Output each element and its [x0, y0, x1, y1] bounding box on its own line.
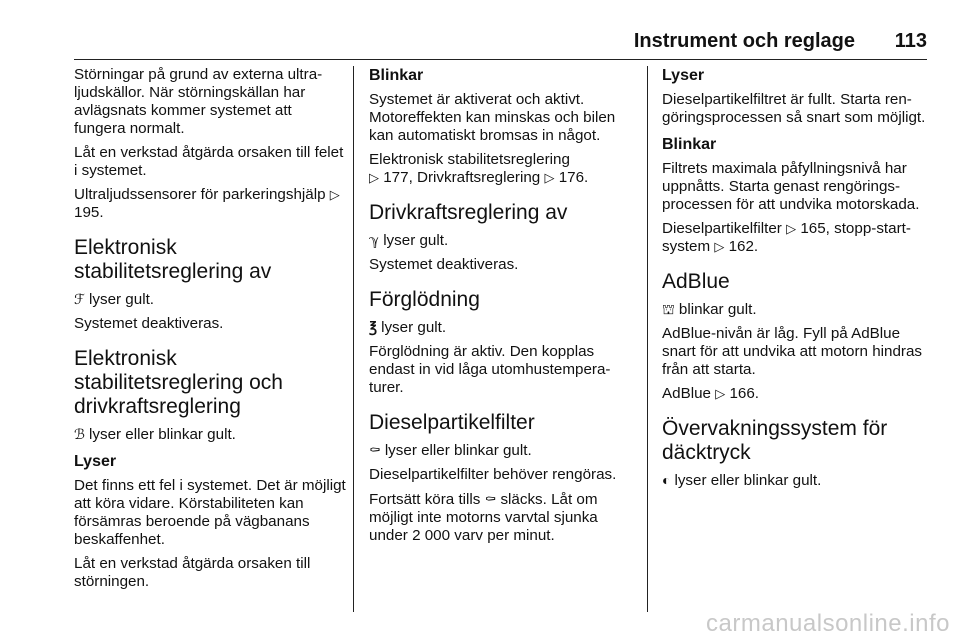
text: lyser eller blinkar gult.	[89, 426, 236, 443]
heading-esc-tc: Elektronisk stabilitetsreglering och drivkraftsreglering	[74, 347, 283, 418]
subheading-lyser: Lyser	[74, 453, 117, 470]
heading-esc-off: Elektronisk stabilitetsreglering av	[74, 236, 272, 283]
paragraph: Störningar på grund av externa ultraljudskällor. När störningskällan har avlägsnats kommer systemet att fungera normalt.	[74, 66, 323, 137]
paragraph: Systemet deaktiveras.	[369, 256, 519, 273]
subheading-blinkar: Blinkar	[662, 136, 717, 153]
page-ref[interactable]: 165, stopp-start-system	[662, 220, 911, 255]
text: lyser gult.	[89, 291, 155, 308]
heading-dpf: Dieselpartikelfilter	[369, 411, 535, 434]
page-ref-icon: ▷	[786, 221, 797, 236]
paragraph	[369, 441, 639, 460]
text: Fortsätt köra tills	[369, 491, 481, 508]
page-ref-icon: ▷	[715, 386, 726, 401]
paragraph	[662, 300, 930, 319]
page-ref[interactable]: 195.	[74, 204, 104, 221]
header-rule	[74, 59, 927, 60]
column-2	[369, 66, 639, 551]
dpf-icon: ⚰	[369, 442, 381, 458]
paragraph	[662, 220, 930, 256]
text: Ultraljudssensorer för parkeringshjälp	[74, 186, 326, 203]
heading-tc-off: Drivkraftsreglering av	[369, 201, 568, 224]
paragraph	[369, 151, 639, 187]
paragraph: Systemet är aktiverat och aktivt. Motoreffekten kan minskas och bilen kan automatiskt bromsas in något.	[369, 91, 616, 144]
text: lyser gult.	[381, 319, 447, 336]
heading-adblue: AdBlue	[662, 270, 730, 293]
adblue-icon: ⛫	[662, 301, 675, 317]
paragraph: Dieselpartikelfilter behöver rengöras.	[369, 466, 617, 483]
text: lyser eller blinkar gult.	[674, 472, 822, 489]
page-ref[interactable]: 176.	[558, 169, 589, 186]
page-ref[interactable]: 177, Drivkraftsreglering	[383, 169, 541, 186]
paragraph: Det finns ett fel i systemet. Det är möjligt att köra vidare. Körstabiliteten kan försämras beroende på vägbanans beskaffenhet.	[74, 477, 346, 548]
page-ref[interactable]: 162.	[728, 238, 759, 255]
paragraph: Låt en verkstad åtgärda orsaken till störningen.	[74, 555, 311, 590]
text: blinkar gult.	[678, 301, 757, 318]
paragraph	[74, 186, 346, 222]
page-ref-icon: ▷	[544, 170, 555, 185]
paragraph: AdBlue-nivån är låg. Fyll på AdBlue snart för att undvika att motorn hindras från att starta.	[662, 325, 923, 378]
paragraph	[369, 318, 639, 337]
heading-glow: Förglödning	[369, 288, 480, 311]
esc-icon: ℬ	[74, 426, 86, 442]
esc-off-icon: ℱ	[74, 291, 86, 307]
column-divider	[353, 66, 354, 612]
page-ref-icon: ▷	[369, 170, 379, 185]
dpf-icon: ⚰	[484, 491, 497, 507]
tc-off-icon: ℽ	[369, 232, 380, 248]
text: lyser gult.	[383, 232, 449, 249]
text: Elektronisk stabilitetsreglering	[369, 151, 570, 168]
paragraph: Förglödning är aktiv. Den kopplas endast in vid låga utomhustemperaturer.	[369, 343, 611, 396]
page-ref-icon: ▷	[329, 187, 340, 202]
paragraph	[74, 290, 346, 309]
tire-pressure-icon: ◐	[662, 472, 671, 488]
column-1	[74, 66, 346, 597]
paragraph	[662, 471, 930, 490]
column-divider	[647, 66, 648, 612]
section-title: Instrument och reglage	[633, 30, 855, 52]
text: lyser eller blinkar gult.	[384, 442, 532, 459]
paragraph	[74, 425, 346, 444]
paragraph: Dieselpartikelfiltret är fullt. Starta rengöringsprocessen så snart som möjligt.	[662, 91, 926, 126]
page-ref-icon: ▷	[714, 239, 725, 254]
page-ref[interactable]: 166.	[729, 385, 760, 402]
paragraph: Låt en verkstad åtgärda orsaken till felet i systemet.	[74, 144, 344, 179]
glow-plug-icon: ℥	[369, 319, 378, 335]
paragraph: Filtrets maximala påfyllningsnivå har uppnåtts. Starta genast rengöringsprocessen för att undvika motorskada.	[662, 160, 920, 213]
subheading-lyser: Lyser	[662, 67, 705, 84]
text: AdBlue	[662, 385, 711, 402]
watermark: carmanualsonline.info	[706, 610, 950, 637]
subheading-blinkar: Blinkar	[369, 67, 424, 84]
heading-tpms: Övervakningssystem för däcktryck	[662, 417, 888, 464]
paragraph: Systemet deaktiveras.	[74, 315, 224, 332]
page-header	[74, 28, 927, 56]
text: Dieselpartikelfilter	[662, 220, 782, 237]
paragraph	[369, 231, 639, 250]
page-number: 113	[894, 30, 927, 52]
column-3	[662, 66, 930, 496]
paragraph	[369, 490, 639, 545]
paragraph	[662, 385, 930, 403]
text: släcks. Låt om möjligt inte motorns varvtal sjunka under 2 000 varv per minut.	[369, 491, 598, 544]
